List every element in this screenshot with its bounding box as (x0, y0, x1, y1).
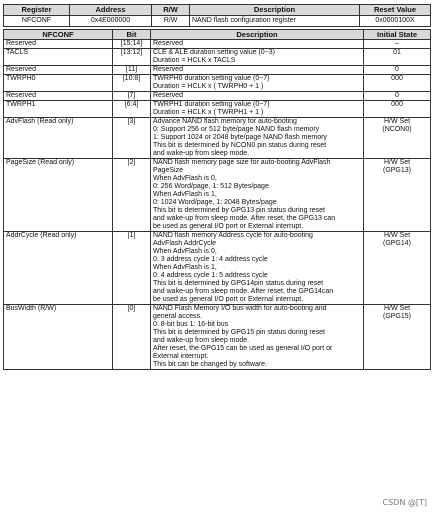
field-description (151, 118, 364, 159)
description-line: When AdvFlash is 0, (153, 248, 217, 255)
field-initial-state: 0 (364, 66, 431, 75)
field-bit: [2] (113, 159, 151, 232)
description-line: 0: 3 address cycle 1: 4 address cycle (153, 256, 268, 263)
field-bit: [6:4] (113, 101, 151, 118)
field-bit: [3] (113, 118, 151, 159)
description-line: 0: 1024 Word/page, 1: 2048 Bytes/page (153, 199, 277, 206)
field-name: AdvFlash (Read only) (4, 118, 113, 159)
table-row (4, 101, 431, 118)
description-line: This bit is determined by NCON0 pin status during reset (153, 142, 327, 149)
table-row (4, 159, 431, 232)
description-line: and wake-up from sleep mode. After reset, the GPG14can (153, 288, 334, 295)
header-description: Description (190, 5, 360, 16)
description-line: general access. (153, 313, 203, 320)
register-reset-value: 0x0000100X (360, 16, 431, 27)
header-description: Description (151, 30, 364, 40)
field-initial-state: 000 (364, 101, 431, 118)
header-register: Register (4, 5, 70, 16)
description-line: Reserved (153, 66, 183, 73)
field-description (151, 92, 364, 101)
field-initial-state: H/W Set (GPG13) (364, 159, 431, 232)
description-line: This bit is determined by GPG14pin status during reset (153, 280, 324, 287)
description-line: When AdvFlash is 1, (153, 191, 217, 198)
field-name: Reserved (4, 40, 113, 49)
description-line: This bit can be changed by software. (153, 361, 268, 368)
field-description (151, 305, 364, 370)
header-initial-state: Initial State (364, 30, 431, 40)
field-name: Reserved (4, 66, 113, 75)
register-rw: R/W (152, 16, 190, 27)
description-line: PageSize (153, 167, 183, 174)
description-line: When AdvFlash is 0, (153, 175, 217, 182)
header-bit: Bit (113, 30, 151, 40)
field-description (151, 159, 364, 232)
field-bit: [13:12] (113, 49, 151, 66)
field-name: TACLS (4, 49, 113, 66)
table-row (4, 118, 431, 159)
field-bit: [1] (113, 232, 151, 305)
field-bit: [10:8] (113, 75, 151, 92)
field-description (151, 75, 364, 92)
field-description (151, 49, 364, 66)
field-initial-state: H/W Set (GPG14) (364, 232, 431, 305)
field-initial-state: H/W Set (GPG15) (364, 305, 431, 370)
description-line: Duration = HCLK x ( TWRPH1 + 1 ) (153, 109, 264, 116)
description-line: NAND Flash Memory I/O bus width for auto-booting and (153, 305, 327, 312)
field-bit: [11] (113, 66, 151, 75)
description-line: This bit is determined by GPG15 pin status during reset (153, 329, 325, 336)
description-line: and wake-up from sleep mode. (153, 337, 250, 344)
field-name: AddrCycle (Read only) (4, 232, 113, 305)
description-line: 1: Support 1024 or 2048 byte/page NAND flash memory (153, 134, 327, 141)
description-line: be used as general I/O port or External interrupt. (153, 296, 304, 303)
description-line: TWRPH1 duration setting value (0~7) (153, 101, 270, 108)
description-line: and wake-up from sleep mode. After reset, the GPG13 can (153, 215, 336, 222)
register-header-row (4, 5, 431, 16)
nfconf-table-body (4, 40, 431, 370)
description-line: 0: 4 address cycle 1: 5 address cycle (153, 272, 268, 279)
description-line: NAND flash memory page size for auto-booting AdvFlash (153, 159, 331, 166)
description-line: Duration = HCLK x TACLS (153, 57, 236, 64)
description-line: 0: 8-bit bus 1: 16-bit bus (153, 321, 229, 328)
table-row (4, 66, 431, 75)
description-line: Reserved (153, 40, 183, 47)
field-description (151, 101, 364, 118)
watermark: CSDN @[T] (382, 498, 427, 507)
field-description (151, 40, 364, 49)
description-line: NAND flash memory Address cycle for auto-booting (153, 232, 313, 239)
description-line: Advance NAND flash memory for auto-booting (153, 118, 297, 125)
table-row (4, 305, 431, 370)
description-line: Reserved (153, 92, 183, 99)
description-line: AdvFlash AddrCycle (153, 240, 217, 247)
description-line: CLE & ALE duration setting value (0~3) (153, 49, 275, 56)
field-initial-state: – (364, 40, 431, 49)
description-line: This bit is determined by GPG13 pin status during reset (153, 207, 325, 214)
description-line: When AdvFlash is 1, (153, 264, 217, 271)
description-line: 0: 256 Word/page, 1: 512 Bytes/page (153, 183, 269, 190)
header-nfconf: NFCONF (4, 30, 113, 40)
description-line: be used as general I/O port or External interrupt. (153, 223, 304, 230)
field-initial-state: H/W Set (NCON0) (364, 118, 431, 159)
table-row (4, 75, 431, 92)
description-line: External interrupt. (153, 353, 209, 360)
nfconf-bit-table (3, 29, 431, 370)
field-bit: [0] (113, 305, 151, 370)
description-line: 0: Support 256 or 512 byte/page NAND flash memory (153, 126, 320, 133)
field-bit: [15:14] (113, 40, 151, 49)
table-row (4, 40, 431, 49)
field-initial-state: 000 (364, 75, 431, 92)
header-address: Address (70, 5, 152, 16)
field-name: PageSize (Read only) (4, 159, 113, 232)
description-line: and wake-up from sleep mode. (153, 150, 250, 157)
field-description (151, 232, 364, 305)
header-rw: R/W (152, 5, 190, 16)
field-initial-state: 0 (364, 92, 431, 101)
register-name: NFCONF (4, 16, 70, 27)
header-reset-value: Reset Value (360, 5, 431, 16)
table-row (4, 49, 431, 66)
field-name: TWRPH1 (4, 101, 113, 118)
description-line: TWRPH0 duration setting value (0~7) (153, 75, 270, 82)
nfconf-header-row (4, 30, 431, 40)
table-row (4, 232, 431, 305)
table-row (4, 92, 431, 101)
register-summary-table (3, 4, 431, 27)
field-description (151, 66, 364, 75)
field-name: Reserved (4, 92, 113, 101)
description-line: Duration = HCLK x ( TWRPH0 + 1 ) (153, 83, 264, 90)
register-description: NAND flash configuration register (190, 16, 360, 27)
description-line: After reset, the GPG15 can be used as general I/O port or (153, 345, 333, 352)
field-name: TWRPH0 (4, 75, 113, 92)
field-bit: [7] (113, 92, 151, 101)
field-name: BusWidth (R/W) (4, 305, 113, 370)
register-address: 0x4E000000 (70, 16, 152, 27)
field-initial-state: 01 (364, 49, 431, 66)
register-row (4, 16, 431, 27)
